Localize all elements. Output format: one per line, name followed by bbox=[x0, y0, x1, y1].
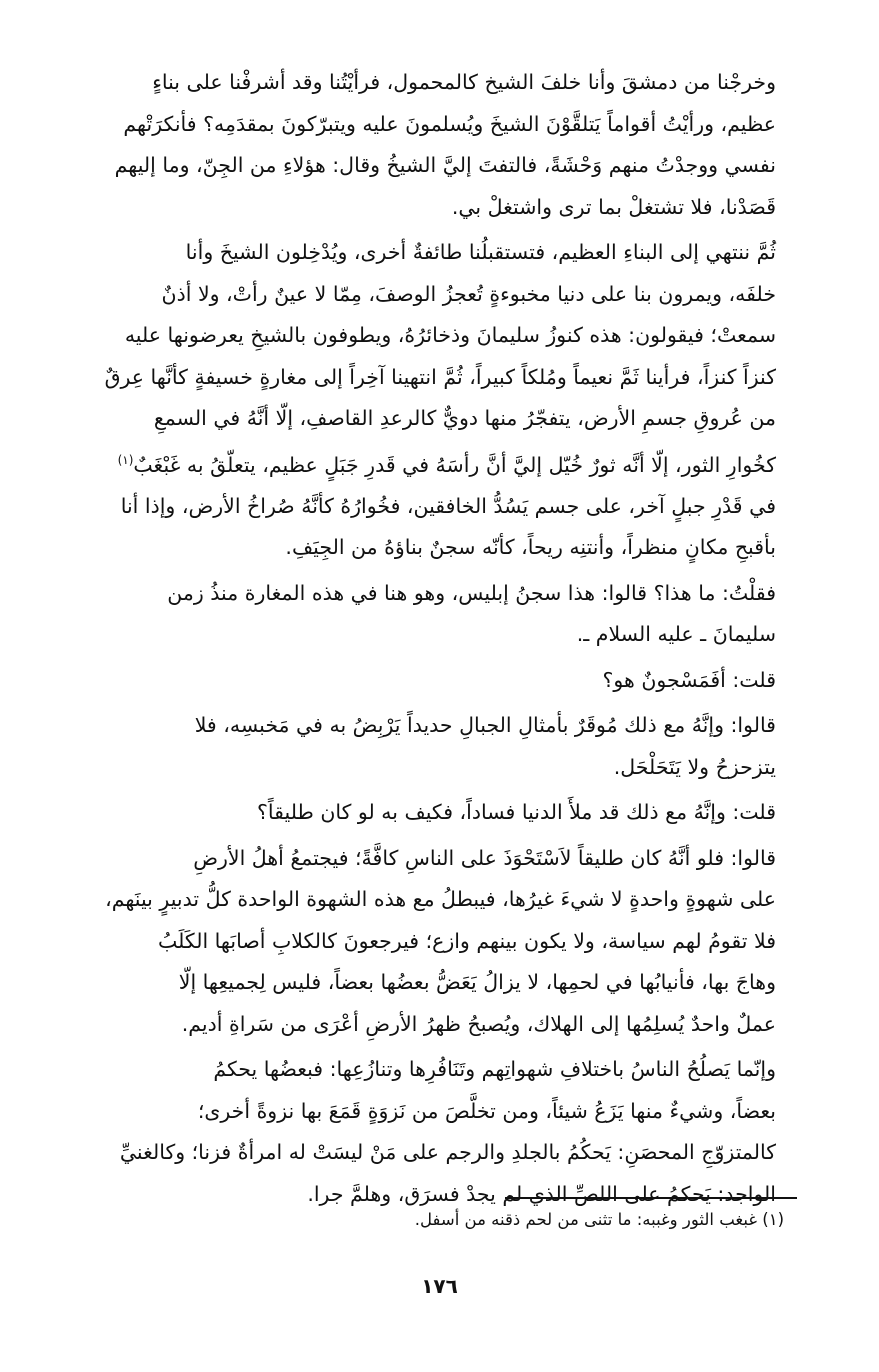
text-line: قالوا: وإنَّهُ مع ذلك مُوقَرٌ بأمثالِ الجبالِ حديداً يَرْبِضُ به في مَخبسِه، فلا bbox=[194, 713, 776, 738]
text-line: كنزاً كنزاً، فرأينا ثَمَّ نعيماً ومُلكاً كبيراً، ثُمَّ انتهينا آخِراً إلى مغارةٍ خسيفةٍ كأنَّها عِرقٌ bbox=[104, 364, 776, 389]
text-line: من عُروقِ جسمِ الأرض، يتفجّرُ منها دويٌّ كالرعدِ القاصفِ، إلّا أنَّهُ في السمعِ bbox=[153, 406, 776, 430]
paragraph bbox=[82, 705, 802, 788]
text-line: وخرجْنا من دمشقَ وأنا خلفَ الشيخ كالمحمول، فرأيْتُنا وقد أشرفْنا على بناءٍ bbox=[152, 70, 776, 94]
paragraph bbox=[82, 232, 802, 569]
text-line: يتزحزحُ ولا يَتَحَلْحَل. bbox=[613, 754, 776, 779]
text-line: وإنّما يَصلُحُ الناسُ باختلافِ شهواتِهم وتَنَافُرِها وتنازُعِها: فبعضُها يحكمُ bbox=[213, 1057, 776, 1082]
paragraph bbox=[82, 792, 802, 834]
text-line: فلا تقومُ لهم سياسة، ولا يكون بينهم وازع؛ فيرجعونَ كالكلابِ أصابَها الكَلَبُ bbox=[157, 928, 776, 953]
paragraph bbox=[82, 62, 802, 228]
text-line: كخُوارِ الثور، إلّا أنَّه ثورٌ خُيّل إليَّ أنَّ رأسَهُ في قَدرِ جَبَلٍ عظيم، يتعلّقُ به غَبْغَبٌ$^{(١)}$ bbox=[117, 452, 776, 477]
text-line: كالمتزوّجِ المحصَنِ: يَحكُمُ بالجلدِ والرجم على مَنْ ليسَتْ له امرأةٌ فزنا؛ وكالغنيِّ bbox=[119, 1140, 776, 1165]
text-line: بعضاً، وشيءٌ منها يَزَعُ شيئاً، ومن تخلَّصَ من نَزوَةٍ قَمَعَ بها نزوةً أخرى؛ bbox=[197, 1098, 776, 1123]
text-line: على شهوةٍ واحدةٍ لا شيءَ غيرُها، فيبطلُ مع هذه الشهوة الواحدة كلُّ تدبيرٍ بينَهم، bbox=[105, 887, 776, 912]
text-line: عظيم، ورأيْتُ أقواماً يَتلقَّوْنَ الشيخَ ويُسلمونَ عليه ويتبرّكونَ بمقدَمِه؟ فأنكرَتْهم bbox=[123, 111, 776, 136]
text-line: قلت: أفَمَسْجونٌ هو؟ bbox=[602, 667, 776, 692]
text-line: فقلْتُ: ما هذا؟ قالوا: هذا سجنُ إبليس، وهو هنا في هذه المغارة منذُ زمن bbox=[167, 580, 776, 605]
text-line: سمعتْ؛ فيقولون: هذه كنوزُ سليمانَ وذخائرُهُ، ويطوفون بالشيخِ يعرضونها عليه bbox=[124, 323, 776, 347]
paragraph bbox=[82, 573, 802, 656]
text-line: وهاجَ بها، فأنيابُها في لحمِها، لا يزالُ يَعَضُّ بعضُها بعضاً، فليس لِجميعِها إلّا bbox=[178, 970, 776, 995]
footnote-separator bbox=[505, 1197, 797, 1199]
footnote-reference[interactable]: (١) bbox=[117, 452, 134, 467]
text-line: سليمانَ ـ عليه السلام ـ. bbox=[576, 622, 776, 647]
page-body bbox=[82, 62, 802, 1219]
footnote: (١) غبغب الثور وغببه: ما تثنى من لحم ذقنه من أسفل. bbox=[414, 1210, 784, 1229]
text-line: قَصَدْنا، فلا تشتغلْ بما ترى واشتغلْ بي. bbox=[451, 194, 776, 219]
text-line: نفسي ووجدْتُ منهم وَحْشَةً، فالتفتَ إليَّ الشيخُ وقال: هؤلاءِ من الجِنّ، وما إليهم bbox=[114, 153, 776, 177]
text-line: ثُمَّ ننتهي إلى البناءِ العظيم، فتستقبلُنا طائفةٌ أخرى، ويُدْخِلون الشيخَ وأنا bbox=[185, 240, 776, 264]
paragraph bbox=[82, 660, 802, 702]
text-line: قلت: وإنَّهُ مع ذلك قد ملأَ الدنيا فساداً، فكيف به لو كان طليقاً؟ bbox=[257, 800, 776, 825]
text-line: خلفَه، ويمرون بنا على دنيا مخبوءةٍ تُعجزُ الوصفَ، مِمّا لا عينٌ رأتْ، ولا أذنٌ bbox=[161, 281, 776, 306]
paragraph bbox=[82, 1049, 802, 1215]
paragraph bbox=[82, 838, 802, 1046]
text-line: قالوا: فلو أنَّهُ كان طليقاً لاَسْتَحْوَذَ على الناسِ كافَّةً؛ فيجتمعُ أهلُ الأرضِ bbox=[193, 845, 776, 870]
text-line: في قَدْرِ جبلٍ آخر، على جسم يَسُدُّ الخافقين، فخُوارُهُ كأنَّهُ صُراخُ الأرض، وإذا أنا bbox=[120, 493, 776, 518]
text-line: الواجد: يَحكمُ على اللصِّ الذي لم يجدْ فسرَق، وهلمَّ جرا. bbox=[307, 1181, 776, 1206]
page-number: ١٧٦ bbox=[421, 1274, 458, 1298]
text-line: عملٌ واحدٌ يُسلِمُها إلى الهلاك، ويُصبحُ ظهرُ الأرضِ أعْرَى من سَراةِ أديم. bbox=[181, 1011, 776, 1036]
text-line: بأقبحِ مكانٍ منظراً، وأنتنِه ريحاً، كأنّه سجنٌ بناؤهُ من الجِيَفِ. bbox=[285, 535, 776, 560]
